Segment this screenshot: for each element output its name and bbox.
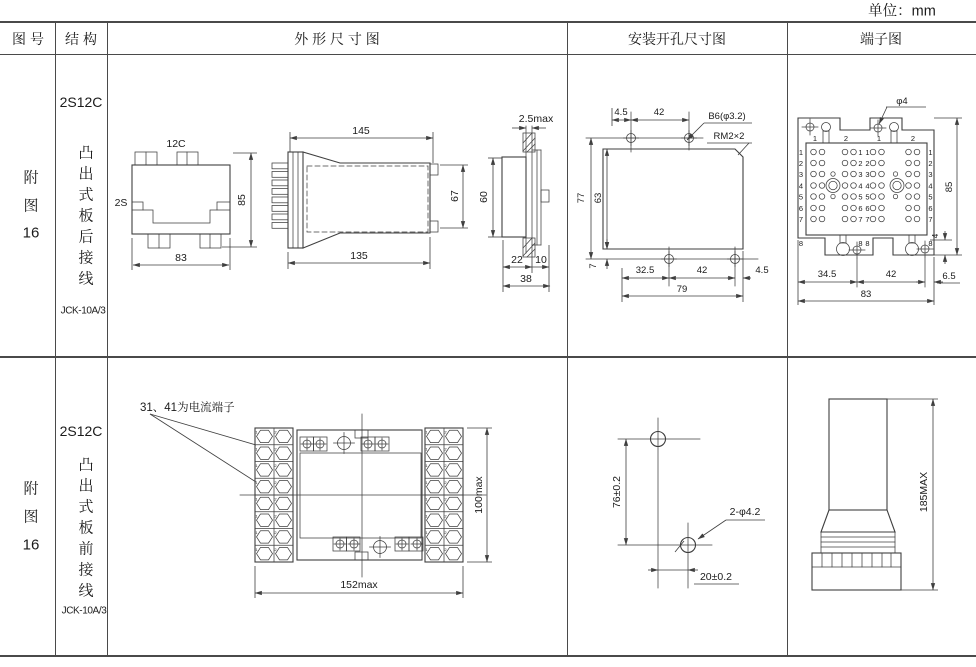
dim-mount-edge: 4.5 (614, 107, 628, 118)
dim-mount-b2: 42 (696, 265, 708, 276)
dim-terminal-b1: 34.5 (817, 269, 837, 280)
dim-panel-thickness: 2.5max (518, 113, 554, 125)
row2-mounting-hole-drawing (611, 418, 765, 588)
dim-panel-d2: 10 (535, 254, 547, 266)
header-structure: 结 构 (65, 31, 97, 47)
dim-outline2-height: 100max (473, 476, 485, 514)
svg-text:8: 8 (858, 239, 863, 248)
svg-text:3: 3 (865, 169, 870, 179)
svg-text:7: 7 (798, 214, 804, 224)
svg-text:1: 1 (255, 496, 258, 502)
svg-text:1: 1 (255, 429, 258, 435)
dim-mount-b3: 4.5 (755, 265, 769, 276)
svg-text:6: 6 (928, 203, 933, 213)
svg-text:5: 5 (798, 192, 804, 202)
dim-front-height: 85 (236, 194, 248, 206)
svg-text:7: 7 (865, 214, 870, 224)
row1-structure-char: 出 (78, 165, 94, 183)
dim-front-side-label: 2S (114, 197, 128, 209)
svg-text:5: 5 (865, 192, 870, 202)
svg-text:1: 1 (425, 429, 428, 435)
dim-mount-span: 42 (653, 107, 665, 118)
svg-text:1: 1 (255, 513, 258, 519)
svg-text:7: 7 (858, 214, 863, 224)
svg-text:8: 8 (865, 239, 870, 248)
row1-fig-char: 图 (23, 197, 39, 215)
svg-text:4: 4 (865, 181, 870, 191)
svg-text:1: 1 (425, 479, 428, 485)
svg-text:5: 5 (858, 192, 863, 202)
row1-structure-char: 接 (78, 249, 94, 267)
svg-text:1: 1 (425, 446, 428, 452)
svg-text:7: 7 (928, 214, 933, 224)
svg-text:1: 1 (255, 530, 258, 535)
svg-text:3: 3 (928, 169, 933, 179)
svg-text:2: 2 (444, 546, 447, 552)
svg-text:1: 1 (255, 463, 258, 468)
row1-structure-char: 式 (78, 186, 94, 204)
svg-text:8: 8 (928, 239, 933, 248)
svg-text:6: 6 (798, 203, 804, 213)
row1-fig-char: 附 (23, 169, 39, 187)
row2-model: 2S12C (59, 423, 103, 439)
dim-terminal-b3: 6.5 (942, 271, 956, 282)
row1-structure-char: 线 (78, 270, 94, 288)
svg-text:2: 2 (798, 158, 804, 168)
dim-side-height: 67 (449, 190, 461, 202)
svg-text:4: 4 (858, 181, 863, 191)
row1-socket-code: JCK-10A/3 (60, 305, 106, 317)
svg-text:2: 2 (858, 158, 863, 168)
svg-text:2: 2 (274, 546, 277, 552)
svg-text:2: 2 (274, 463, 277, 468)
row2-fig-char: 附 (23, 480, 39, 498)
terminal-col-header: 2 (910, 134, 916, 143)
svg-text:2: 2 (444, 446, 447, 452)
row1-mounting-hole-drawing (576, 107, 769, 302)
dim-front-width: 83 (175, 252, 187, 264)
dim-panel-height: 60 (478, 191, 490, 203)
svg-text:2: 2 (444, 513, 447, 519)
svg-text:2: 2 (444, 530, 447, 535)
dim-mount-b-total: 79 (676, 284, 688, 295)
dim-panel-d1: 22 (511, 254, 523, 266)
row2-structure-char: 线 (78, 582, 94, 600)
svg-text:2: 2 (444, 496, 447, 502)
svg-text:1: 1 (865, 147, 870, 157)
row1-structure-char: 板 (78, 207, 94, 225)
svg-text:2: 2 (274, 429, 277, 435)
svg-text:2: 2 (444, 463, 447, 468)
dim-side-total: 145 (352, 125, 370, 137)
svg-text:1: 1 (425, 513, 428, 519)
dim-mount-b1: 32.5 (635, 265, 655, 276)
dim-side-body: 135 (350, 250, 368, 262)
row2-fig-char: 图 (23, 508, 39, 526)
row2-fig-number: 16 (22, 536, 40, 554)
svg-text:2: 2 (444, 479, 447, 485)
svg-text:2: 2 (274, 496, 277, 502)
svg-text:3: 3 (858, 169, 863, 179)
dim-terminal-b2: 42 (885, 269, 897, 280)
terminal-col-header: 2 (843, 134, 849, 143)
svg-text:2: 2 (274, 446, 277, 452)
dim-terminal-small: 4 (931, 233, 940, 239)
svg-text:1: 1 (255, 446, 258, 452)
row1-panel-section-drawing (478, 113, 554, 292)
svg-text:1: 1 (425, 530, 428, 535)
svg-text:6: 6 (865, 203, 870, 213)
svg-text:5: 5 (928, 192, 933, 202)
dim-terminal-b-total: 83 (860, 289, 872, 300)
header-mounting-dims: 安装开孔尺寸图 (628, 31, 726, 47)
svg-text:2: 2 (274, 513, 277, 519)
dim-mount-height-total: 77 (576, 192, 587, 204)
row2-structure-char: 式 (78, 498, 94, 516)
dim-mount2-horizontal: 20±0.2 (699, 571, 733, 583)
svg-text:6: 6 (858, 203, 863, 213)
dim-terminal-height: 85 (944, 181, 955, 193)
terminal-hole-label: φ4 (896, 96, 908, 107)
terminal-col-header: 1 (876, 134, 882, 143)
header-fig-no: 图 号 (12, 31, 44, 47)
svg-text:2: 2 (444, 429, 447, 435)
header-outline-dims: 外 形 尺 寸 图 (294, 31, 380, 47)
row1-model: 2S12C (59, 94, 103, 110)
row2-structure-char: 出 (78, 477, 94, 495)
svg-text:1: 1 (425, 546, 428, 552)
mount-hole-label: B6(φ3.2) (708, 111, 746, 122)
row1-side-view-drawing (272, 125, 468, 269)
unit-label: 单位：mm (868, 3, 936, 20)
svg-text:8: 8 (798, 239, 804, 248)
mount2-hole-label: 2-φ4.2 (729, 506, 761, 518)
mount-thread-label: RM2×2 (713, 131, 745, 142)
dim-panel-total: 38 (520, 273, 532, 285)
svg-text:1: 1 (928, 147, 933, 157)
header-terminal-diagram: 端子图 (860, 31, 902, 47)
svg-text:4: 4 (798, 181, 804, 191)
row2-structure-char: 板 (78, 519, 94, 537)
svg-text:2: 2 (928, 158, 933, 168)
dim-mount-height-inner: 63 (593, 192, 604, 204)
svg-text:1: 1 (255, 479, 258, 485)
dim-mount2-vertical: 76±0.2 (611, 475, 623, 509)
row2-structure-char: 接 (78, 561, 94, 579)
svg-text:2: 2 (274, 479, 277, 485)
svg-text:2: 2 (274, 530, 277, 535)
current-terminal-note: 31、41为电流端子 (140, 402, 235, 414)
svg-text:1: 1 (255, 546, 258, 552)
svg-text:1: 1 (425, 463, 428, 468)
svg-text:1: 1 (798, 147, 804, 157)
svg-text:3: 3 (798, 169, 804, 179)
row1-structure-char: 凸 (78, 144, 94, 162)
svg-text:1: 1 (858, 147, 863, 157)
svg-text:4: 4 (928, 181, 933, 191)
svg-text:1: 1 (425, 496, 428, 502)
dim-mount-bottom: 7 (588, 263, 599, 269)
row2-outline-drawing (140, 400, 492, 598)
row2-side-view-drawing (812, 399, 938, 590)
row2-structure-char: 凸 (78, 456, 94, 474)
row1-fig-number: 16 (22, 224, 40, 242)
row2-socket-code: JCK-10A/3 (61, 605, 107, 617)
row2-structure-char: 前 (78, 540, 94, 558)
dim-front-top-label: 12C (166, 138, 186, 150)
row1-terminal-diagram (798, 96, 962, 305)
dim-side2-height: 185MAX (918, 471, 930, 513)
row1-structure-char: 后 (78, 228, 94, 246)
svg-text:2: 2 (865, 158, 870, 168)
row1-front-view-drawing (115, 138, 257, 270)
terminal-col-header: 1 (812, 134, 818, 143)
dim-outline2-width: 152max (340, 579, 378, 591)
